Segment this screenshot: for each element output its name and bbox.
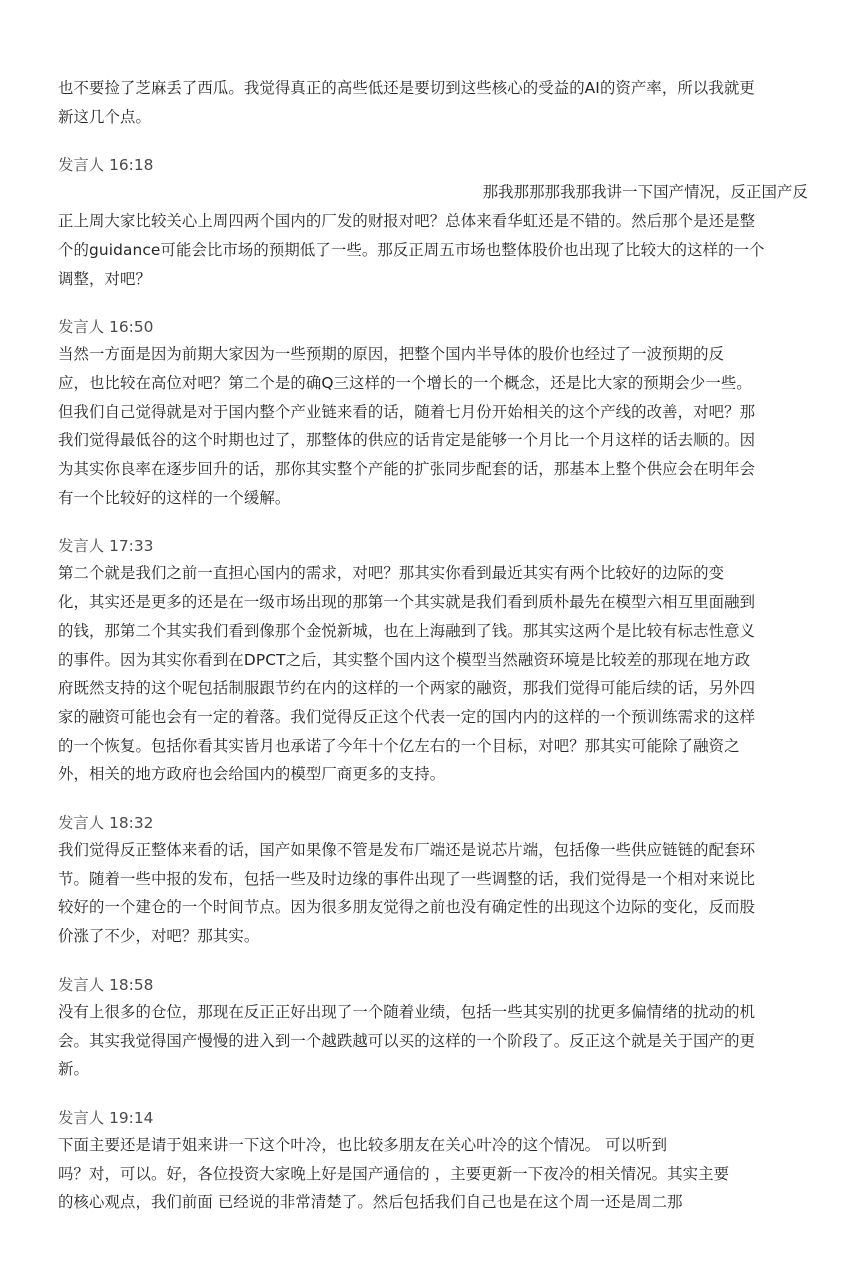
- text-line: 正上周大家比较关心上周四两个国内的厂发的财报对吧？总体来看华虹还是不错的。然后那个是还是整: [58, 212, 756, 231]
- text-line: 府既然支持的这个呢包括制服跟节约在内的这样的一个两家的融资，那我们觉得可能后续的话，另外四: [58, 679, 756, 698]
- text-line: 但我们自己觉得就是对于国内整个产业链来看的话，随着七月份开始相关的这个产线的改善，对吧？那: [58, 402, 756, 421]
- text-line: 也不要捡了芝麻丢了西瓜。我觉得真正的高些低还是要切到这些核心的受益的AI的资产率，所以我就更: [58, 79, 755, 97]
- text-line: 我们觉得反正整体来看的话，国产如果像不管是发布厂端还是说芯片端，包括像一些供应链链的配套环: [58, 841, 756, 860]
- transcript-segment: [58, 315, 808, 512]
- text-line: 的一个恢复。包括你看其实皆月也承诺了今年十个亿左右的一个目标，对吧？那其实可能除了融资之: [58, 736, 740, 755]
- text-line: 吗？对，可以。好，各位投资大家晚上好是国产通信的 ，主要更新一下夜冷的相关情况。其实主要: [58, 1164, 730, 1183]
- text-line: 应，也比较在高位对吧？第二个是的确Q三这样的一个增长的一个概念，还是比大家的预期会少一些。: [58, 373, 752, 392]
- transcript-segment: [58, 973, 808, 1084]
- text-line: 会。其实我觉得国产慢慢的进入到一个越跌越可以买的这样的一个阶段了。反正这个就是关于国产的更: [58, 1031, 756, 1050]
- text-line: 家的融资可能也会有一定的着落。我们觉得反正这个代表一定的国内内的这样的一个预训练需求的这样: [58, 707, 756, 726]
- text-line: 化，其实还是更多的还是在一级市场出现的那第一个其实就是我们看到质朴最先在模型六相互里面融到: [58, 593, 756, 612]
- text-line: 下面主要还是请于姐来讲一下这个叶冷，也比较多朋友在关心叶冷的这个情况。 可以听到: [58, 1135, 668, 1154]
- text-line: 节。随着一些中报的发布，包括一些及时边缘的事件出现了一些调整的话，我们觉得是一个相对来说比: [58, 869, 756, 888]
- transcript-segment: [58, 1106, 808, 1217]
- text-line: 个的guidance可能会比市场的预期低了一些。那反正周五市场也整体股价也出现了比较大的这样的一个: [58, 240, 765, 259]
- text-line: 新这几个点。: [58, 107, 151, 126]
- speaker-timestamp: 发言人 18:32: [58, 814, 154, 833]
- speaker-timestamp: 发言人 16:18: [58, 156, 154, 175]
- text-line: 的事件。因为其实你看到在DPCT之后，其实整个国内这个模型当然融资环境是比较差的那现在地方政: [58, 650, 751, 669]
- text-line: 当然一方面是因为前期大家因为一些预期的原因，把整个国内半导体的股价也经过了一波预期的反: [58, 345, 725, 364]
- text-line: 没有上很多的仓位，那现在反正正好出现了一个随着业绩，包括一些其实别的扰更多偏情绪的扰动的机: [58, 1002, 756, 1021]
- speaker-timestamp: 发言人 19:14: [58, 1108, 154, 1127]
- text-line: 的核心观点，我们前面 已经说的非常清楚了。然后包括我们自己也是在这个周一还是周二那: [58, 1193, 683, 1212]
- text-line: 的钱，那第二个其实我们看到像那个金悦新城，也在上海融到了钱。那其实这两个是比较有标志性意义: [58, 621, 756, 640]
- text-line: 那我那那那我那我讲一下国产情况，反正国产反: [482, 183, 808, 202]
- transcript-segment: [58, 811, 808, 951]
- text-line: 第二个就是我们之前一直担心国内的需求，对吧？那其实你看到最近其实有两个比较好的边际的变: [58, 564, 725, 583]
- text-line: 外，相关的地方政府也会给国内的模型厂商更多的支持。: [58, 765, 446, 784]
- text-line: 为其实你良率在逐步回升的话，那你其实整个产能的扩张同步配套的话，那基本上整个供应会在明年会: [58, 460, 756, 479]
- transcript-segment: [58, 153, 808, 293]
- transcript-segment: [58, 534, 808, 789]
- speaker-timestamp: 发言人 16:50: [58, 318, 154, 337]
- text-line: 调整，对吧？: [58, 269, 151, 288]
- text-line: 新。: [58, 1060, 89, 1079]
- intro-paragraph: [58, 74, 808, 131]
- text-line: 有一个比较好的这样的一个缓解。: [58, 488, 291, 507]
- text-line: 价涨了不少，对吧？那其实。: [58, 927, 260, 946]
- speaker-timestamp: 发言人 17:33: [58, 537, 154, 556]
- text-line: 我们觉得最低谷的这个时期也过了，那整体的供应的话肯定是能够一个月比一个月这样的话去顺的。因: [58, 431, 756, 450]
- text-line: 较好的一个建仓的一个时间节点。因为很多朋友觉得之前也没有确定性的出现这个边际的变化，反而股: [58, 898, 756, 917]
- speaker-timestamp: 发言人 18:58: [58, 975, 154, 994]
